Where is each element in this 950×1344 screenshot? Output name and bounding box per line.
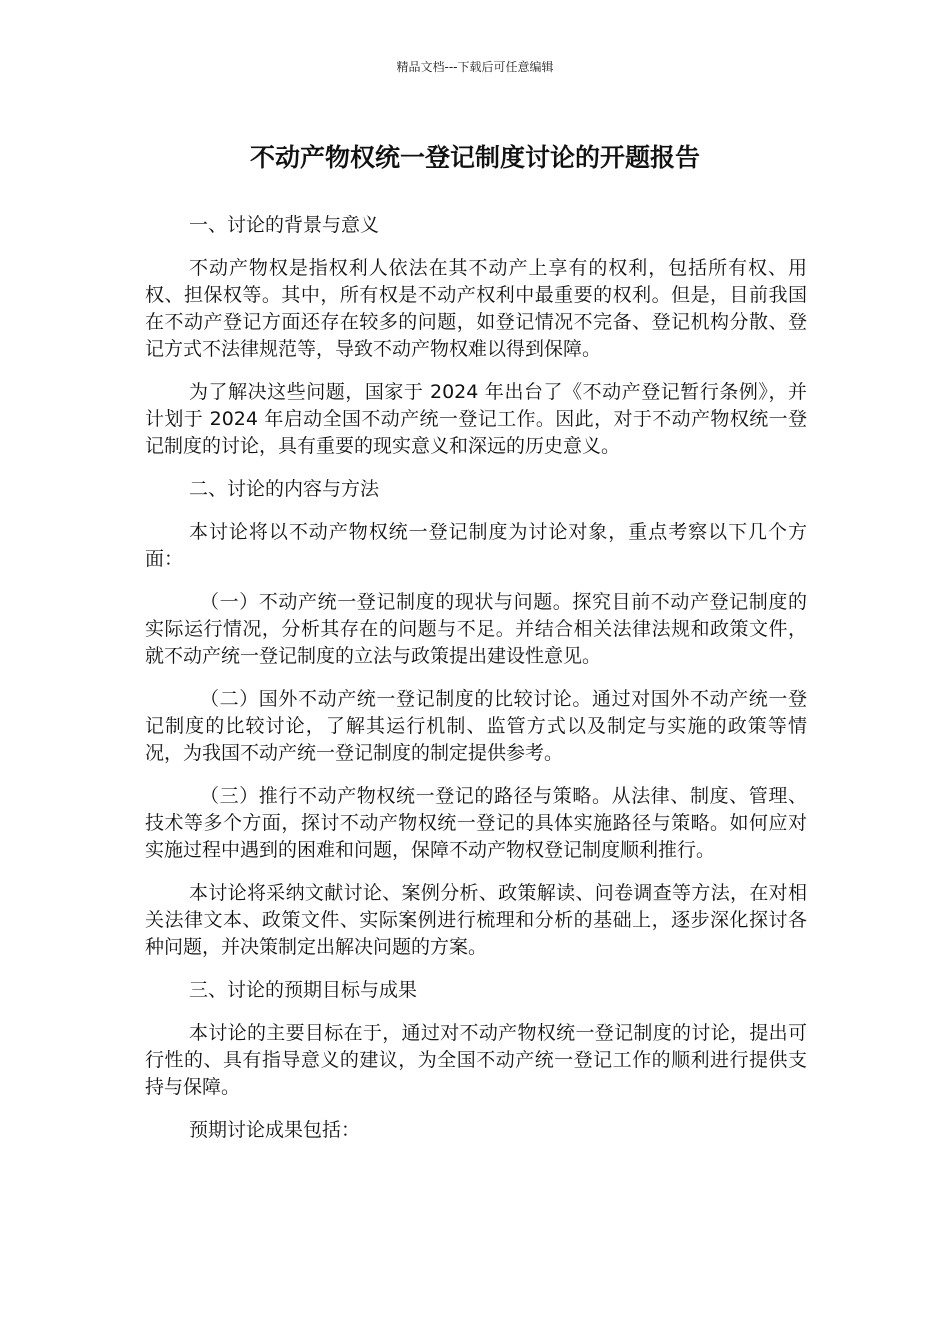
section-3-heading: 三、讨论的预期目标与成果	[189, 979, 418, 1001]
document-title: 不动产物权统一登记制度讨论的开题报告	[249, 143, 700, 172]
section-1-paragraph-1: 不动产物权是指权利人依法在其不动产上享有的权利，包括所有权、用权、担保权等。其中，所有权是不动产权利中最重要的权利。但是，目前我国在不动产登记方面还存在较多的问题，如登记情况不完备、登记机构分散、登记方式不法律规范等，导致不动产物权难以得到保障。	[145, 257, 807, 360]
section-1-paragraph-2: 为了解决这些问题，国家于 2024 年出台了《不动产登记暂行条例》，并计划于 2024 年启动全国不动产统一登记工作。因此，对于不动产物权统一登记制度的讨论，具有重要的现实意义和深远的历史意义。	[145, 381, 807, 457]
page-header: 精品文档---下载后可任意编辑	[396, 60, 554, 74]
section-1-heading: 一、讨论的背景与意义	[189, 214, 380, 236]
section-2-item-1: （一）不动产统一登记制度的现状与问题。探究目前不动产登记制度的实际运行情况，分析其存在的问题与不足。并结合相关法律法规和政策文件，就不动产统一登记制度的立法与政策提出建设性意见。	[145, 591, 807, 667]
section-2-item-2: （二）国外不动产统一登记制度的比较讨论。通过对国外不动产统一登记制度的比较讨论，了解其运行机制、监管方式以及制定与实施的政策等情况，为我国不动产统一登记制度的制定提供参考。	[145, 688, 807, 764]
section-2-item-3: （三）推行不动产物权统一登记的路径与策略。从法律、制度、管理、技术等多个方面，探讨不动产物权统一登记的具体实施路径与策略。如何应对实施过程中遇到的困难和问题，保障不动产物权登记制度顺利推行。	[145, 785, 807, 861]
section-2-paragraph-1: 本讨论将以不动产物权统一登记制度为讨论对象，重点考察以下几个方面：	[145, 521, 807, 570]
section-2-paragraph-2: 本讨论将采纳文献讨论、案例分析、政策解读、问卷调查等方法，在对相关法律文本、政策文件、实际案例进行梳理和分析的基础上，逐步深化探讨各种问题，并决策制定出解决问题的方案。	[145, 882, 807, 958]
section-3-paragraph-1: 本讨论的主要目标在于，通过对不动产物权统一登记制度的讨论，提出可行性的、具有指导意义的建议，为全国不动产统一登记工作的顺利进行提供支持与保障。	[145, 1022, 807, 1098]
document-body	[145, 212, 807, 1160]
section-3-paragraph-2: 预期讨论成果包括：	[189, 1119, 361, 1141]
section-2-heading: 二、讨论的内容与方法	[189, 478, 380, 500]
